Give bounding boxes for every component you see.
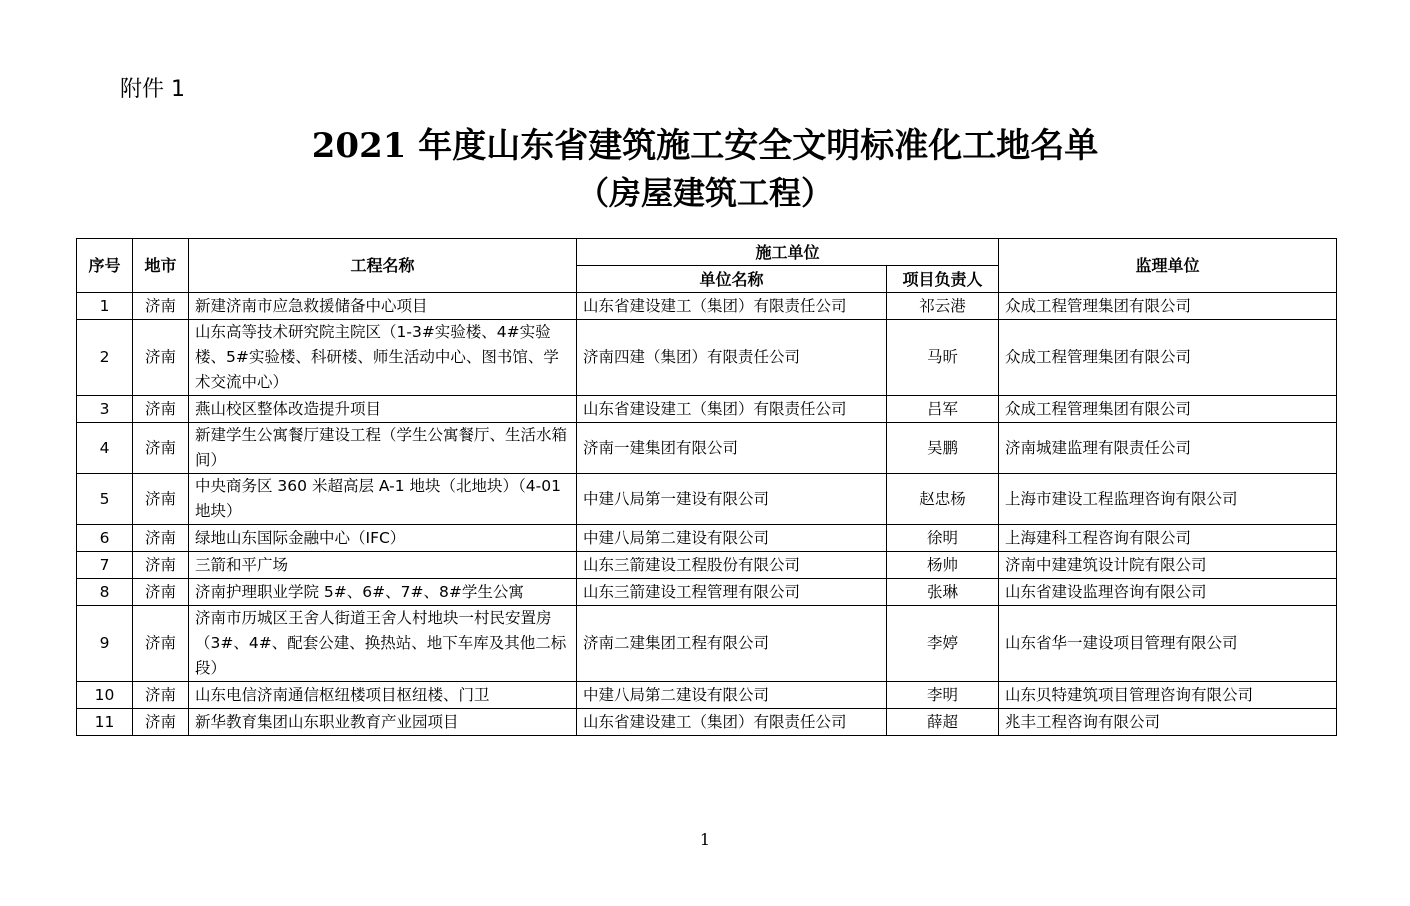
cell-city: 济南 <box>133 423 189 474</box>
cell-manager: 李婷 <box>887 606 999 682</box>
cell-seq: 5 <box>77 474 133 525</box>
cell-contractor: 山东省建设建工（集团）有限责任公司 <box>577 709 887 736</box>
cell-manager: 薛超 <box>887 709 999 736</box>
cell-project: 山东电信济南通信枢纽楼项目枢纽楼、门卫 <box>189 682 577 709</box>
cell-manager: 赵忠杨 <box>887 474 999 525</box>
cell-seq: 7 <box>77 552 133 579</box>
cell-project: 济南护理职业学院 5#、6#、7#、8#学生公寓 <box>189 579 577 606</box>
cell-seq: 11 <box>77 709 133 736</box>
cell-project: 新建学生公寓餐厅建设工程（学生公寓餐厅、生活水箱间） <box>189 423 577 474</box>
cell-seq: 9 <box>77 606 133 682</box>
cell-seq: 4 <box>77 423 133 474</box>
cell-supervisor: 济南中建建筑设计院有限公司 <box>999 552 1337 579</box>
page-subtitle: （房屋建筑工程） <box>576 174 833 212</box>
cell-manager: 张琳 <box>887 579 999 606</box>
cell-contractor: 济南二建集团工程有限公司 <box>577 606 887 682</box>
cell-city: 济南 <box>133 606 189 682</box>
cell-city: 济南 <box>133 579 189 606</box>
cell-manager: 马昕 <box>887 320 999 396</box>
cell-contractor: 中建八局第二建设有限公司 <box>577 682 887 709</box>
cell-supervisor: 兆丰工程咨询有限公司 <box>999 709 1337 736</box>
cell-seq: 3 <box>77 396 133 423</box>
page-number: 1 <box>699 830 711 849</box>
cell-city: 济南 <box>133 552 189 579</box>
header-city: 地市 <box>133 239 189 293</box>
cell-contractor: 济南一建集团有限公司 <box>577 423 887 474</box>
cell-project: 三箭和平广场 <box>189 552 577 579</box>
cell-project: 新建济南市应急救援储备中心项目 <box>189 293 577 320</box>
cell-supervisor: 济南城建监理有限责任公司 <box>999 423 1337 474</box>
cell-supervisor: 山东贝特建筑项目管理咨询有限公司 <box>999 682 1337 709</box>
cell-manager: 吴鹏 <box>887 423 999 474</box>
table-row <box>77 552 1337 579</box>
cell-contractor: 中建八局第一建设有限公司 <box>577 474 887 525</box>
table-row <box>77 396 1337 423</box>
cell-contractor: 山东省建设建工（集团）有限责任公司 <box>577 293 887 320</box>
cell-project: 济南市历城区王舍人街道王舍人村地块一村民安置房（3#、4#、配套公建、换热站、地下车库及其他二标段） <box>189 606 577 682</box>
cell-supervisor: 上海市建设工程监理咨询有限公司 <box>999 474 1337 525</box>
header-contractor-group: 施工单位 <box>577 239 999 266</box>
cell-seq: 10 <box>77 682 133 709</box>
table-row <box>77 293 1337 320</box>
table-row <box>77 525 1337 552</box>
cell-project: 燕山校区整体改造提升项目 <box>189 396 577 423</box>
cell-contractor: 山东三箭建设工程管理有限公司 <box>577 579 887 606</box>
cell-supervisor: 上海建科工程咨询有限公司 <box>999 525 1337 552</box>
cell-contractor: 山东省建设建工（集团）有限责任公司 <box>577 396 887 423</box>
cell-contractor: 中建八局第二建设有限公司 <box>577 525 887 552</box>
table-row <box>77 320 1337 396</box>
cell-project: 绿地山东国际金融中心（IFC） <box>189 525 577 552</box>
table-row <box>77 682 1337 709</box>
cell-seq: 1 <box>77 293 133 320</box>
cell-manager: 杨帅 <box>887 552 999 579</box>
cell-supervisor: 山东省建设监理咨询有限公司 <box>999 579 1337 606</box>
cell-supervisor: 众成工程管理集团有限公司 <box>999 396 1337 423</box>
table-row <box>77 579 1337 606</box>
page-title: 2021 年度山东省建筑施工安全文明标准化工地名单 <box>311 126 1099 166</box>
attachment-label: 附件 1 <box>120 77 185 102</box>
cell-city: 济南 <box>133 474 189 525</box>
cell-supervisor: 众成工程管理集团有限公司 <box>999 293 1337 320</box>
cell-city: 济南 <box>133 709 189 736</box>
cell-seq: 2 <box>77 320 133 396</box>
header-project: 工程名称 <box>189 239 577 293</box>
cell-supervisor: 山东省华一建设项目管理有限公司 <box>999 606 1337 682</box>
table-row <box>77 423 1337 474</box>
header-contractor-name: 单位名称 <box>577 266 887 293</box>
cell-city: 济南 <box>133 293 189 320</box>
cell-contractor: 山东三箭建设工程股份有限公司 <box>577 552 887 579</box>
site-list-table <box>76 238 1337 736</box>
cell-supervisor: 众成工程管理集团有限公司 <box>999 320 1337 396</box>
cell-seq: 6 <box>77 525 133 552</box>
cell-city: 济南 <box>133 682 189 709</box>
table-row <box>77 709 1337 736</box>
cell-city: 济南 <box>133 320 189 396</box>
cell-contractor: 济南四建（集团）有限责任公司 <box>577 320 887 396</box>
cell-manager: 徐明 <box>887 525 999 552</box>
table-row <box>77 474 1337 525</box>
cell-project: 新华教育集团山东职业教育产业园项目 <box>189 709 577 736</box>
table-row <box>77 606 1337 682</box>
cell-city: 济南 <box>133 525 189 552</box>
header-seq: 序号 <box>77 239 133 293</box>
cell-city: 济南 <box>133 396 189 423</box>
cell-project: 中央商务区 360 米超高层 A-1 地块（北地块）（4-01 地块） <box>189 474 577 525</box>
cell-manager: 吕军 <box>887 396 999 423</box>
cell-manager: 祁云港 <box>887 293 999 320</box>
cell-project: 山东高等技术研究院主院区（1-3#实验楼、4#实验楼、5#实验楼、科研楼、师生活动中心、图书馆、学术交流中心） <box>189 320 577 396</box>
cell-manager: 李明 <box>887 682 999 709</box>
header-manager: 项目负责人 <box>887 266 999 293</box>
header-supervisor: 监理单位 <box>999 239 1337 293</box>
cell-seq: 8 <box>77 579 133 606</box>
